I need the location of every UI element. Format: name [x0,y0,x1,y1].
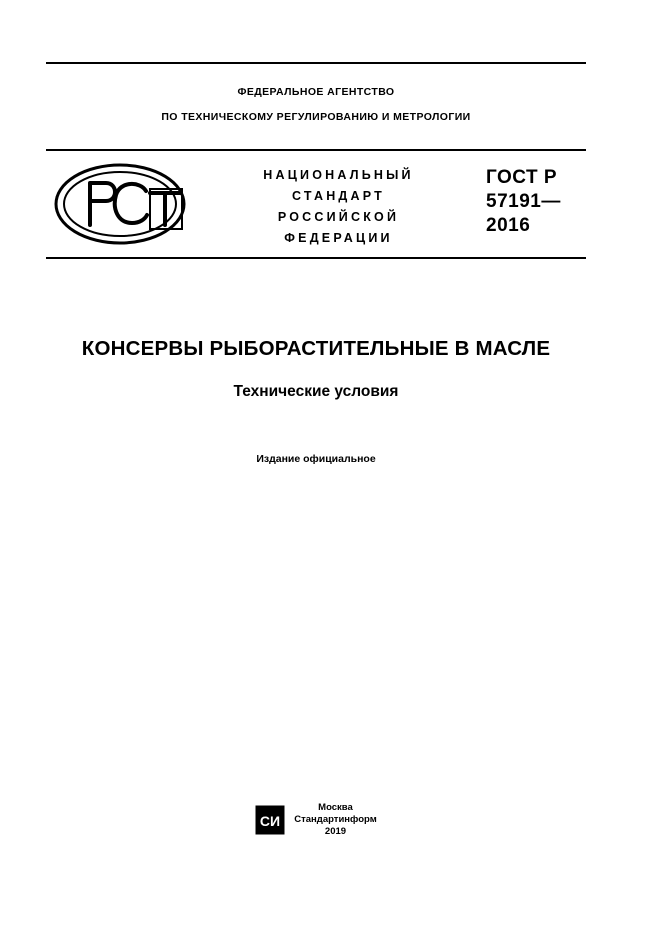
standard-line-3: РОССИЙСКОЙ [277,210,400,224]
gost-line-3: 2016 [486,215,531,236]
publisher-footer [46,802,586,838]
page-subtitle: Технические условия [233,383,399,400]
edition-note: Издание официальное [256,453,376,465]
svg-text:СИ: СИ [260,813,281,829]
top-rule [46,62,586,64]
standard-line-2: СТАНДАРТ [292,189,385,203]
publisher-text [294,802,376,838]
standard-header-band [46,149,586,259]
gost-number-block [486,166,616,238]
header-bottom-rule [46,257,586,259]
gost-line-2: 57191— [486,191,561,212]
agency-line-1: ФЕДЕРАЛЬНОЕ АГЕНТСТВО [237,86,395,98]
agency-line-2: ПО ТЕХНИЧЕСКОМУ РЕГУЛИРОВАНИЮ И МЕТРОЛОГИИ [161,111,471,123]
publisher-name: Стандартинформ [294,814,377,825]
gost-line-1: ГОСТ Р [486,167,558,188]
publisher-year: 2019 [324,826,347,837]
header-top-rule [46,149,586,151]
standartinform-logo-icon [255,805,285,835]
standard-line-4: ФЕДЕРАЦИИ [284,231,393,245]
page-title: КОНСЕРВЫ РЫБОРАСТИТЕЛЬНЫЕ В МАСЛЕ [81,337,551,360]
standard-title-block [231,165,446,249]
standard-line-1: НАЦИОНАЛЬНЫЙ [263,168,414,182]
page-content [46,62,586,837]
rst-emblem-icon [54,163,186,245]
publisher-city: Москва [318,802,353,813]
